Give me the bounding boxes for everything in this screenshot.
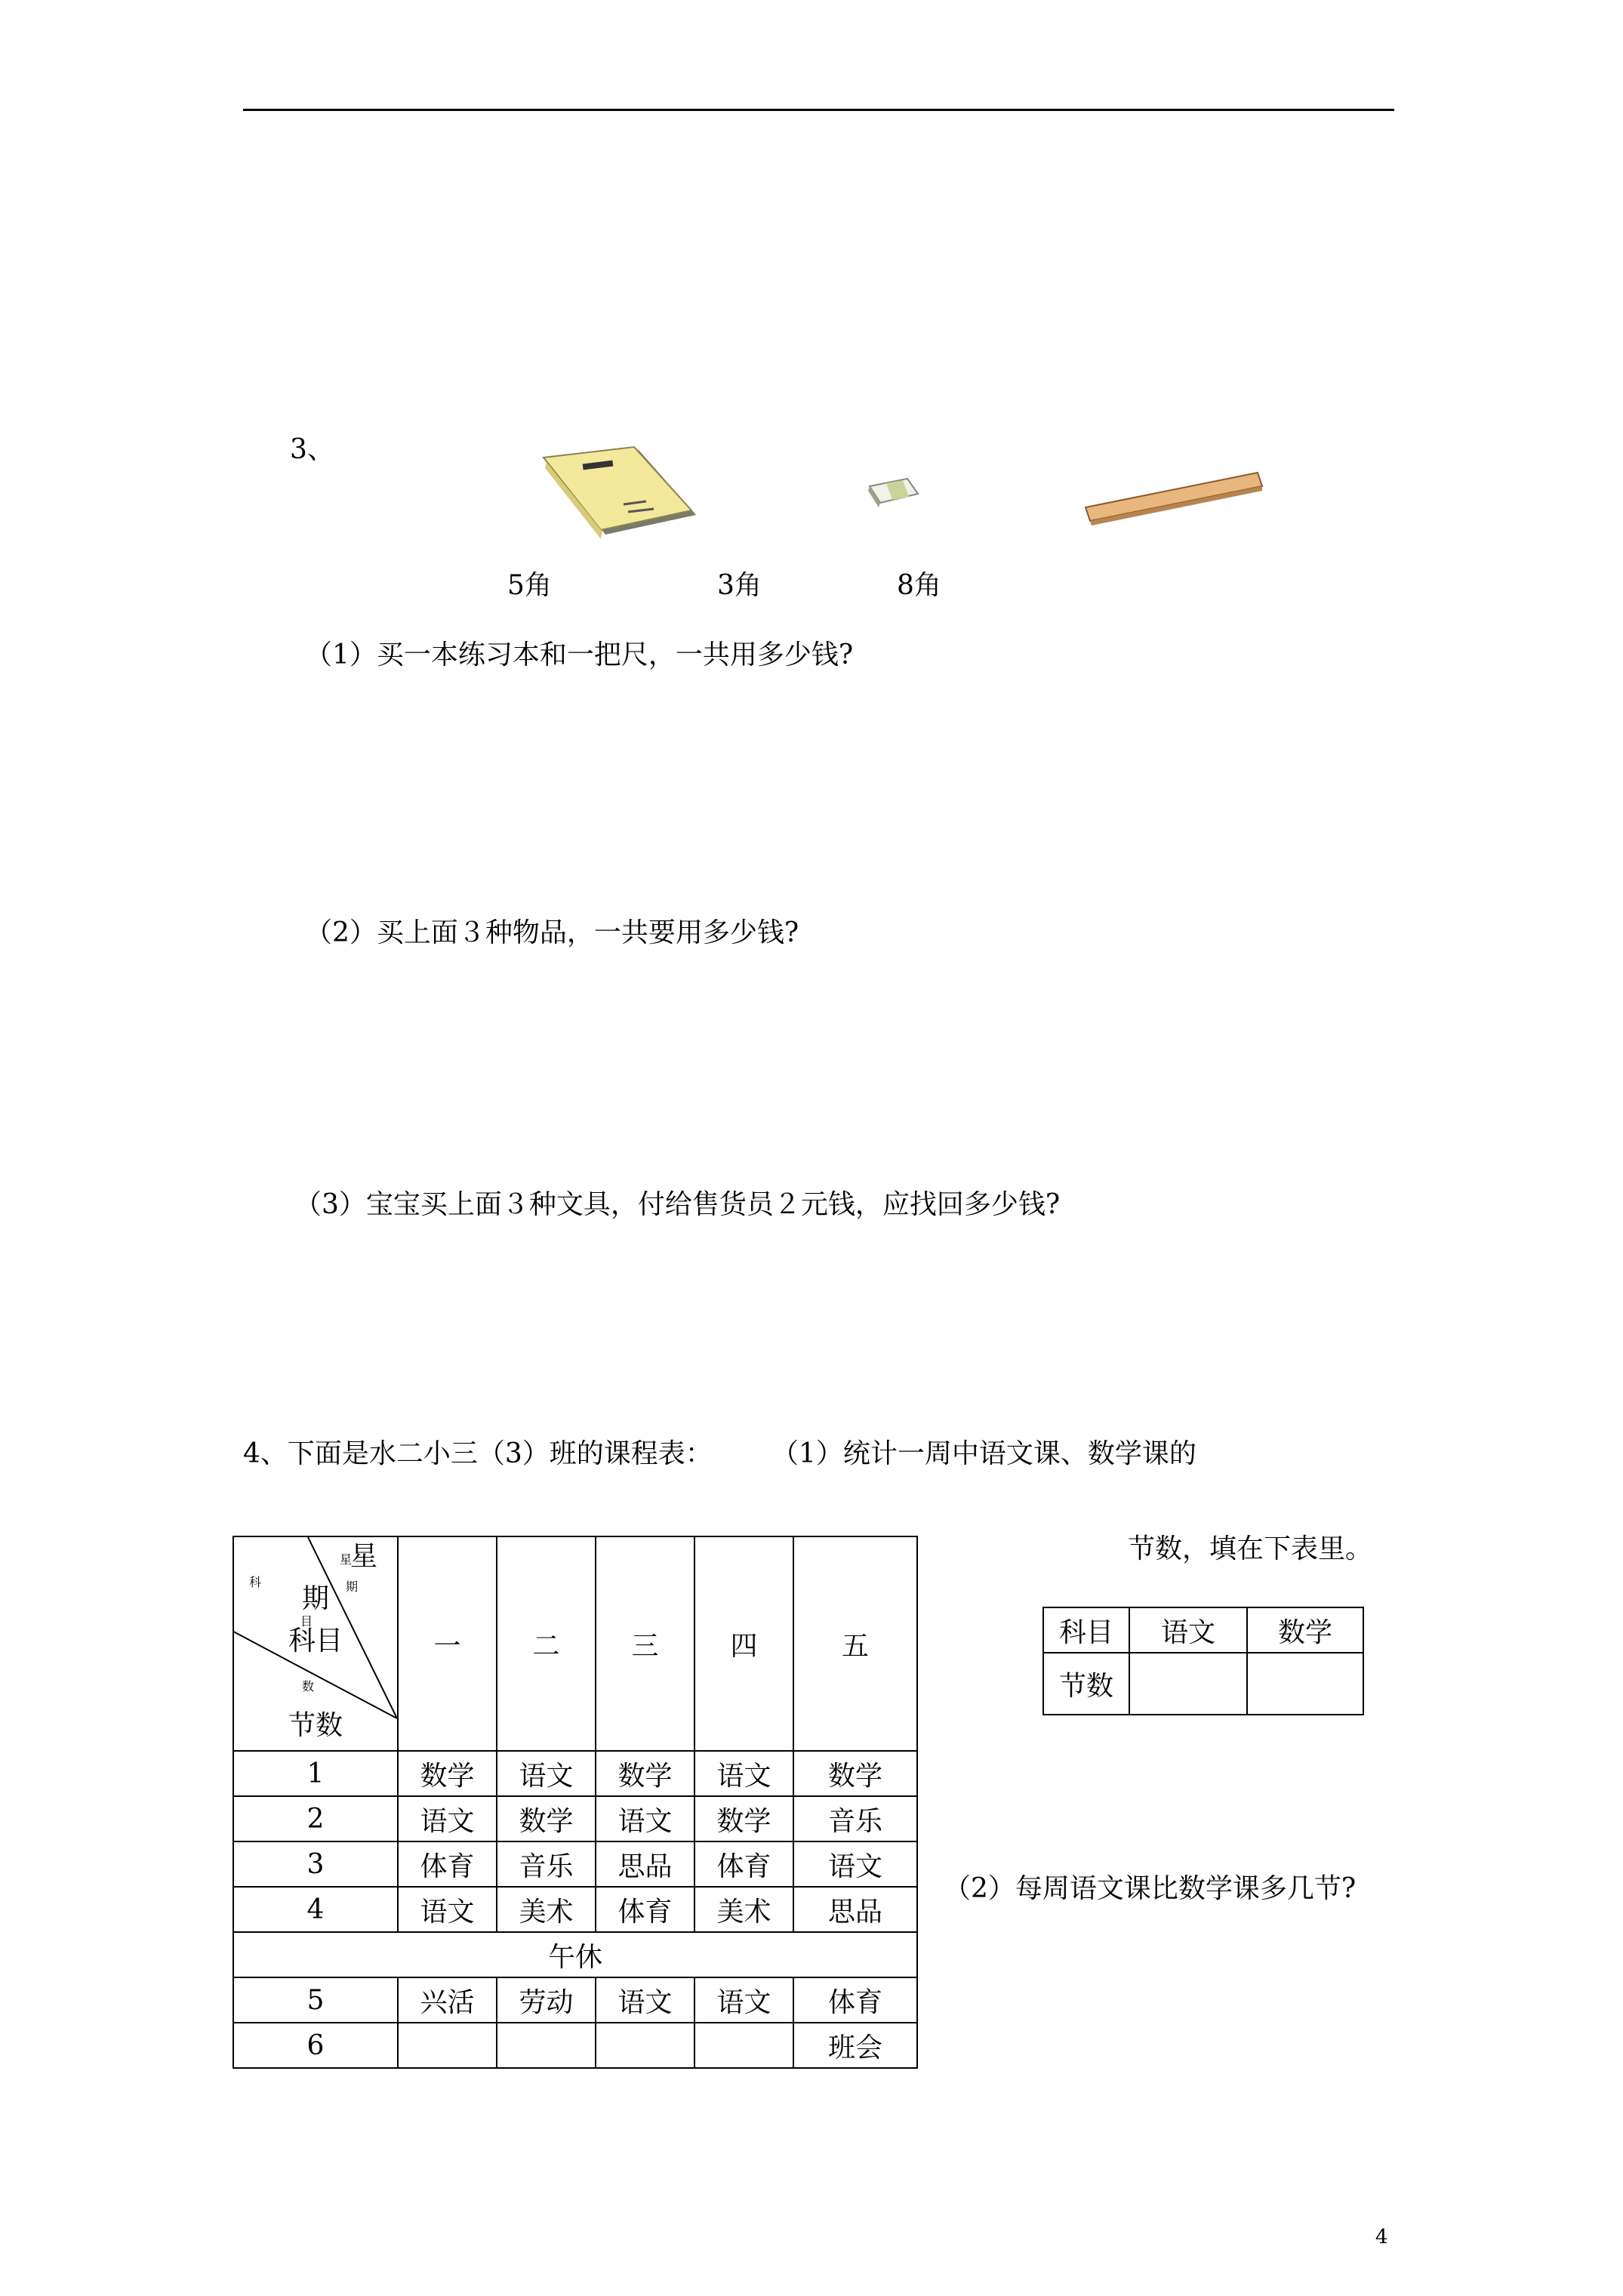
day-header: 三 bbox=[596, 1536, 694, 1751]
schedule-cell: 语文 bbox=[398, 1887, 497, 1932]
eraser-image bbox=[864, 473, 924, 510]
period-number: 4 bbox=[233, 1887, 398, 1932]
schedule-cell bbox=[497, 2023, 596, 2068]
schedule-cell: 思品 bbox=[596, 1841, 694, 1887]
schedule-cell: 思品 bbox=[793, 1887, 917, 1932]
corner-kemu: 科目 bbox=[288, 1626, 343, 1657]
schedule-row bbox=[233, 1977, 917, 2023]
schedule-cell: 语文 bbox=[694, 1977, 793, 2023]
schedule-cell: 语文 bbox=[497, 1751, 596, 1796]
schedule-cell: 体育 bbox=[398, 1841, 497, 1887]
corner-small-xing: 星 bbox=[340, 1552, 353, 1567]
schedule-cell: 劳动 bbox=[497, 1977, 596, 2023]
schedule-cell: 体育 bbox=[596, 1887, 694, 1932]
schedule-row bbox=[233, 2023, 917, 2068]
lesson-count-answer-math[interactable] bbox=[1247, 1653, 1363, 1715]
corner-small-mu: 目 bbox=[300, 1614, 313, 1629]
lesson-count-row-label: 节数 bbox=[1043, 1653, 1129, 1715]
lesson-count-header-row bbox=[1043, 1607, 1363, 1653]
question-4-task-2: （2）每周语文课比数学课多几节? bbox=[944, 1873, 1357, 1904]
lesson-count-header: 语文 bbox=[1129, 1607, 1247, 1653]
schedule-cell: 数学 bbox=[497, 1796, 596, 1841]
schedule-corner-cell bbox=[233, 1536, 398, 1751]
question-4-task-1-line-2: 节数，填在下表里。 bbox=[1128, 1533, 1373, 1564]
question-3-number: 3、 bbox=[290, 434, 334, 465]
lesson-count-header: 数学 bbox=[1247, 1607, 1363, 1653]
schedule-cell: 音乐 bbox=[497, 1841, 596, 1887]
schedule-header-row bbox=[233, 1536, 917, 1751]
schedule-cell bbox=[398, 2023, 497, 2068]
schedule-cell bbox=[596, 2023, 694, 2068]
day-header: 二 bbox=[497, 1536, 596, 1751]
period-number: 6 bbox=[233, 2023, 398, 2068]
schedule-cell: 音乐 bbox=[793, 1796, 917, 1841]
schedule-cell: 兴活 bbox=[398, 1977, 497, 2023]
header-rule bbox=[243, 109, 1394, 111]
price-eraser: 3角 bbox=[717, 570, 762, 601]
schedule-cell: 数学 bbox=[694, 1796, 793, 1841]
schedule-row bbox=[233, 1751, 917, 1796]
lesson-count-table bbox=[1042, 1607, 1364, 1715]
class-schedule-table bbox=[233, 1536, 918, 2069]
price-ruler: 8角 bbox=[897, 570, 941, 601]
schedule-cell bbox=[694, 2023, 793, 2068]
lunch-break-cell: 午休 bbox=[233, 1932, 917, 1977]
question-4-task-1-line-1: （1）统计一周中语文课、数学课的 bbox=[771, 1438, 1196, 1469]
schedule-cell: 数学 bbox=[793, 1751, 917, 1796]
schedule-cell: 数学 bbox=[596, 1751, 694, 1796]
lunch-break-row bbox=[233, 1932, 917, 1977]
schedule-cell: 语文 bbox=[694, 1751, 793, 1796]
corner-small-qi: 期 bbox=[346, 1579, 359, 1594]
corner-small-ke: 科 bbox=[249, 1575, 262, 1589]
schedule-row bbox=[233, 1796, 917, 1841]
schedule-cell: 语文 bbox=[596, 1796, 694, 1841]
corner-qi: 期 bbox=[302, 1583, 330, 1614]
day-header: 五 bbox=[793, 1536, 917, 1751]
exercise-book-image bbox=[540, 445, 704, 545]
schedule-row bbox=[233, 1887, 917, 1932]
period-number: 3 bbox=[233, 1841, 398, 1887]
corner-small-shu: 数 bbox=[302, 1679, 315, 1693]
schedule-cell: 语文 bbox=[793, 1841, 917, 1887]
lesson-count-header: 科目 bbox=[1043, 1607, 1129, 1653]
schedule-cell: 美术 bbox=[694, 1887, 793, 1932]
lesson-count-row bbox=[1043, 1653, 1363, 1715]
schedule-cell: 数学 bbox=[398, 1751, 497, 1796]
question-3-part-3: （3）宝宝买上面３种文具，付给售货员２元钱，应找回多少钱? bbox=[294, 1189, 1061, 1220]
day-header: 一 bbox=[398, 1536, 497, 1751]
corner-xing: 星 bbox=[350, 1541, 378, 1572]
period-number: 2 bbox=[233, 1796, 398, 1841]
schedule-cell: 美术 bbox=[497, 1887, 596, 1932]
day-header: 四 bbox=[694, 1536, 793, 1751]
schedule-cell: 体育 bbox=[793, 1977, 917, 2023]
schedule-cell: 语文 bbox=[398, 1796, 497, 1841]
page-number: 4 bbox=[1375, 2226, 1388, 2248]
schedule-row bbox=[233, 1841, 917, 1887]
lesson-count-answer-chinese[interactable] bbox=[1129, 1653, 1247, 1715]
corner-jieshu: 节数 bbox=[288, 1710, 343, 1741]
question-3-part-1: （1）买一本练习本和一把尺，一共用多少钱? bbox=[305, 639, 854, 670]
period-number: 1 bbox=[233, 1751, 398, 1796]
ruler-image bbox=[1083, 465, 1264, 530]
price-exercise-book: 5角 bbox=[507, 570, 552, 601]
period-number: 5 bbox=[233, 1977, 398, 2023]
schedule-cell: 语文 bbox=[596, 1977, 694, 2023]
question-3-part-2: （2）买上面３种物品，一共要用多少钱? bbox=[305, 917, 799, 948]
question-4-intro: 4、下面是水二小三（3）班的课程表： bbox=[243, 1438, 713, 1469]
schedule-cell: 体育 bbox=[694, 1841, 793, 1887]
schedule-cell: 班会 bbox=[793, 2023, 917, 2068]
